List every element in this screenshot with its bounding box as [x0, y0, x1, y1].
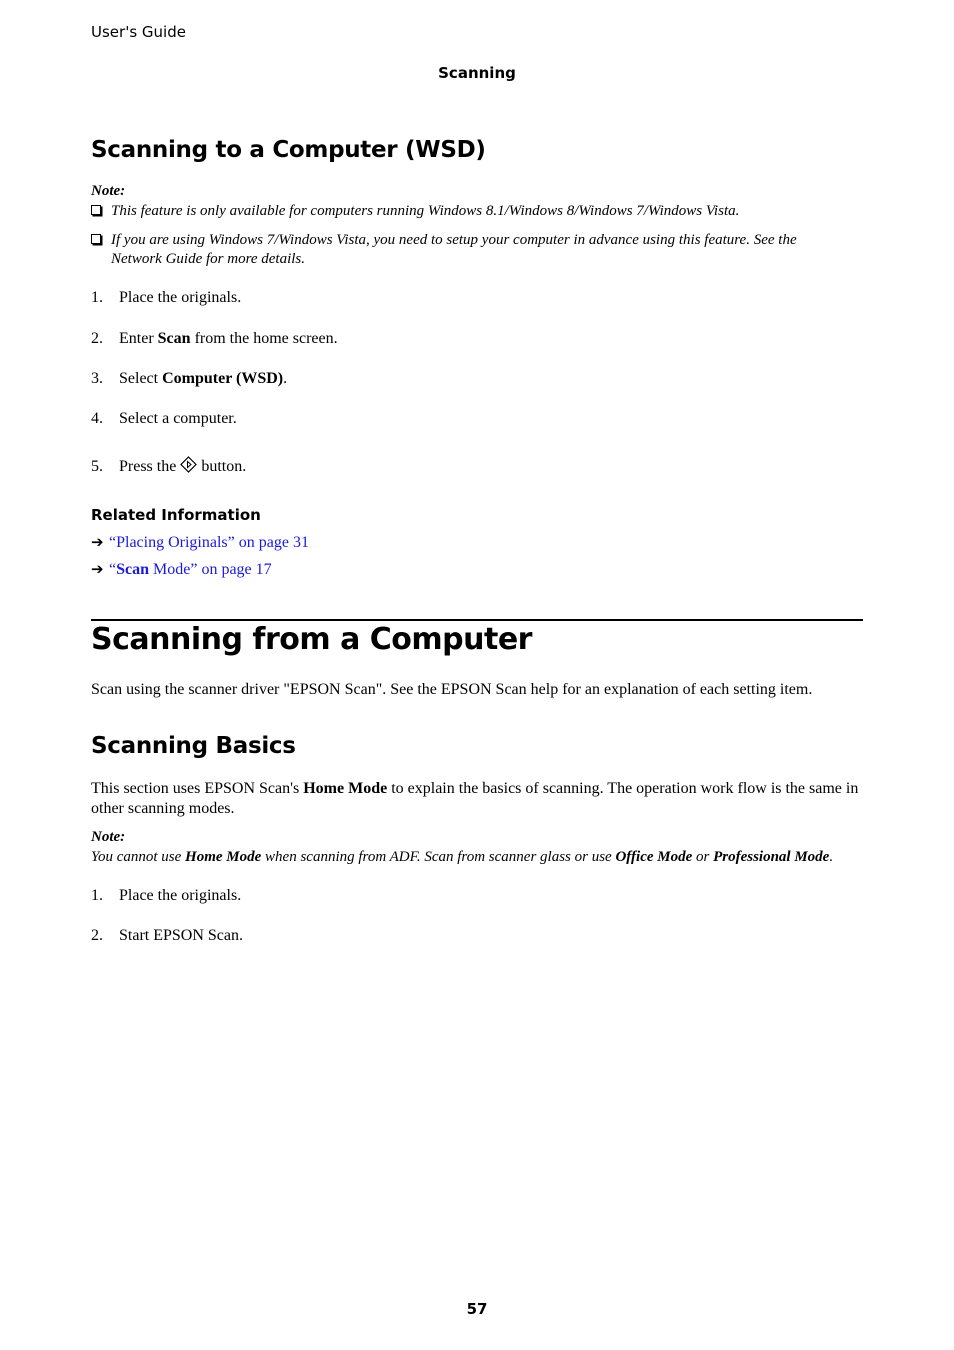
note-text: You cannot use Home Mode when scanning from ADF. Scan from scanner glass or use Office Mode or Professional Mode.: [91, 849, 834, 865]
note-text: This feature is only available for computers running Windows 8.1/Windows 8/Windows 7/Windows Vista.: [111, 203, 740, 219]
basics-paragraph: This section uses EPSON Scan's Home Mode to explain the basics of scanning. The operation work flow is the same in other scanning modes.: [91, 780, 859, 817]
related-link[interactable]: [91, 533, 309, 552]
note-item: [91, 231, 851, 269]
ui-term: Scan: [157, 330, 191, 347]
arrow-right-icon: ➔: [91, 562, 104, 578]
page-number: 57: [466, 1300, 488, 1318]
ui-term: Computer (WSD): [162, 370, 284, 387]
note-text: If you are using Windows 7/Windows Vista, you need to setup your computer in advance using this feature. See the Network Guide for more details.: [111, 232, 797, 267]
section-title-basics: Scanning Basics: [91, 733, 296, 759]
running-header-guide: User's Guide: [91, 23, 186, 41]
step-item: 4. Select a computer.: [91, 410, 237, 427]
checkbox-bullet-icon: [91, 205, 101, 215]
section-title-wsd: Scanning to a Computer (WSD): [91, 137, 486, 163]
section-divider: [91, 619, 863, 621]
start-diamond-icon: [180, 456, 197, 478]
related-link[interactable]: [91, 560, 272, 579]
link-scan-mode[interactable]: “Scan Mode” on page 17: [109, 561, 272, 578]
running-header-section: Scanning: [438, 64, 516, 82]
step-item: 2. Enter Scan from the home screen.: [91, 330, 338, 347]
step-item: 1. Place the originals.: [91, 887, 242, 904]
related-information-title: Related Information: [91, 506, 261, 524]
chapter-title: Scanning from a Computer: [91, 622, 532, 657]
arrow-right-icon: ➔: [91, 535, 104, 551]
note-item: [91, 202, 851, 221]
note-label: Note:: [91, 829, 126, 845]
step-item: 1. Place the originals.: [91, 289, 242, 306]
step-item: 5. Press the button.: [91, 456, 246, 478]
intro-paragraph: Scan using the scanner driver "EPSON Scan". See the EPSON Scan help for an explanation of each setting item.: [91, 681, 813, 698]
note-label: Note:: [91, 183, 126, 199]
step-item: 2. Start EPSON Scan.: [91, 927, 243, 944]
step-item: 3. Select Computer (WSD).: [91, 370, 288, 387]
link-placing-originals[interactable]: “Placing Originals” on page 31: [109, 534, 309, 551]
checkbox-bullet-icon: [91, 234, 101, 244]
